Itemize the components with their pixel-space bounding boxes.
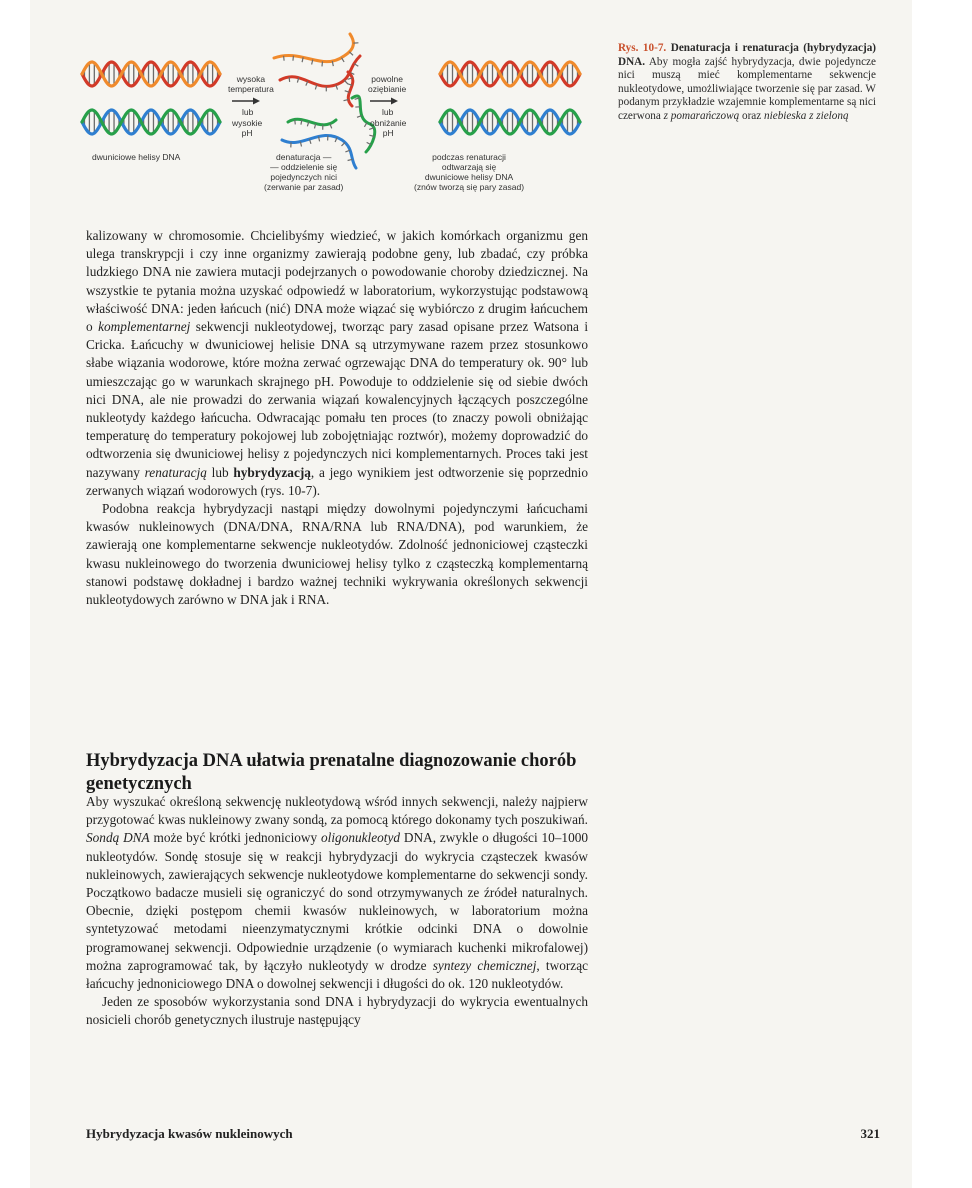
figure-heading: Denaturacja i renaturacja (hybrydyzacja) DNA.: [618, 42, 877, 68]
section-heading: Hybrydyzacja DNA ułatwia prenatalne diagnozowanie chorób genetycznych: [86, 751, 577, 795]
base-stub: [349, 52, 353, 55]
separated-single-strands: [274, 34, 375, 168]
denaturation-label: denaturacja — — oddzielenie się pojedynczych nici (zerwanie par zasad): [264, 152, 344, 192]
body-text: [86, 227, 588, 609]
double-helix-red-orange: [82, 62, 220, 86]
dna-strand: [82, 62, 220, 86]
high-temp-label: wysoka temperatura: [228, 74, 274, 94]
lower-ph-label: obniżanie pH: [370, 118, 407, 138]
base-stub: [293, 56, 294, 61]
denaturation-figure: [52, 28, 592, 218]
figure-caption: [618, 42, 876, 124]
renatured-helix-red-orange: [440, 62, 580, 86]
caption-text: Aby mogła zajść hybrydyzacja, dwie pojedyncze nici muszą mieć komplementarne sekwencje nukleotydowe, umożliwiające tworzenie się par zasad. W podanym przykładzie wzajemnie komplementarne są nici czerwona: [618, 55, 876, 122]
arrow-head: [253, 98, 260, 105]
paragraph: Podobna reakcja hybrydyzacji nastąpi między dowolnymi pojedynczymi łańcuchami kwasów nukleinowych (DNA/DNA, RNA/RNA lub RNA/DNA), pod warunkiem, że zawierają one komplementarne sekwencje nukleotydów. Zdolność jednoniciowej cząsteczki kwasu nukleinowego do tworzenia dwuniciowej helisy tylko z cząsteczką komplementarną stanowi podstawę dokładnej i bardzo ważnej techniki wykrywania określonych sekwencji nukleotydowych zarówno w DNA jak i RNA.: [86, 501, 588, 608]
high-ph-label: wysokie pH: [232, 118, 263, 138]
caption-italic-2: niebieska z zieloną: [764, 109, 849, 122]
arrow-head: [391, 98, 398, 105]
base-stub: [295, 119, 296, 124]
base-stub: [341, 142, 345, 146]
dna-strand: [440, 62, 580, 86]
slow-cooling-label: powolne oziębianie: [368, 74, 407, 94]
section-body-text: [86, 793, 588, 1030]
renatured-helix-blue-green: [440, 110, 580, 134]
process-arrows: [232, 98, 398, 105]
caption-mid: oraz: [741, 109, 762, 122]
paragraph: Jeden ze sposobów wykorzystania sond DNA i hybrydyzacji do wykrycia ewentualnych nosicieli chorób genetycznych ilustruje następujący: [86, 994, 588, 1028]
page-number: 321: [860, 1126, 880, 1141]
or-label-2: lub: [382, 107, 394, 117]
running-footer: Hybrydyzacja kwasów nukleinowych: [86, 1126, 293, 1141]
dna-strand: [440, 110, 580, 134]
caption-italic-1: z pomarańczową: [663, 109, 740, 122]
or-label-1: lub: [242, 107, 254, 117]
double-helix-label: dwuniciowe helisy DNA: [92, 152, 181, 162]
page-margin: [912, 0, 972, 1188]
renaturation-label: podczas renaturacji odtwarzają się dwuniciowe helisy DNA (znów tworzą się pary zasad): [414, 152, 525, 192]
paragraph: Aby wyszukać określoną sekwencję nukleotydową wśród innych sekwencji, należy najpierw przygotować kwas nukleinowy zwany sondą, za pomocą którego dokonamy tych poszukiwań. Sondą DNA może być krótki jednoniciowy oligonukleotyd DNA, zwykle o długości 10–1000 nukleotydów. Sondę stosuje się w reakcji hybrydyzacji do wykrycia cząsteczek kwasów nukleinowych, zawierających sekwencje nukleotydowe komplementarne do sekwencji sondy. Początkowo badacze musieli się ograniczyć do sond otrzymywanych ze źródeł naturalnych. Obecnie, dzięki postępom chemii kwasów nukleinowych, w laboratorium można syntetyzować metodami nieenzymatycznymi krótkie odcinki DNA o dowolnie programowanej sekwencji. Odpowiednie urządzenie (o wymiarach kuchenki mikrofalowej) można zaprogramować tak, by łączyło nukleotydy w drodze syntezy chemicznej, tworząc łańcuchy jednoniciowego DNA o dowolnej sekwencji i długości do ok. 120 nukleotydów.: [86, 794, 589, 992]
base-stub: [284, 56, 285, 61]
base-stub: [289, 77, 290, 82]
base-stub: [344, 80, 347, 84]
paragraph: kalizowany w chromosomie. Chcielibyśmy wiedzieć, w jakich komórkach organizmu gen ulega transkrypcji i czy inne organizmy zawierają podobne geny, lub zbadać, czy próbka ludzkiego DNA nie zawiera mutacji podejrzanych o powodowanie choroby dziedzicznej. Na wszystkie te pytania można uzyskać odpowiedź w laboratorium, wykorzystując podstawową właściwość DNA: jeden łańcuch (nić) DNA może wiązać się wybiórczo z drugim łańcuchem o komplementarnej sekwencji nukleotydowej, tworząc pary zasad opisane przez Watsona i Cricka. Łańcuchy w dwuniciowej helisie DNA są utrzymywane razem przez stosunkowo słabe wiązania wodorowe, które można zerwać ogrzewając DNA do temperatury ok. 90° lub umieszczając go w warunkach skrajnego pH. Powoduje to oddzielenie się od siebie dwóch nici DNA, ale nie prowadzi do zerwania wiązań kowalencyjnych łączących poszczególne nukleotydy każdego łańcucha. Odwracając pomału ten proces (to znaczy powoli obniżając temperaturę do temperatury pokojowej lub zobojętniając roztwór), możemy doprowadzić do odtworzenia się dwuniciowej helisy z pojedynczych nici komplementarnych. Proces taki jest nazywany renaturacją lub hybrydyzacją, a jego wynikiem jest odtworzenie się poprzednio zerwanych wiązań wodorowych (rys. 10-7).: [86, 228, 589, 498]
double-helix-blue-green: [82, 110, 220, 134]
figure-number: Rys. 10-7.: [618, 42, 667, 54]
dna-strand: [82, 110, 220, 134]
single-strand: [274, 34, 353, 62]
